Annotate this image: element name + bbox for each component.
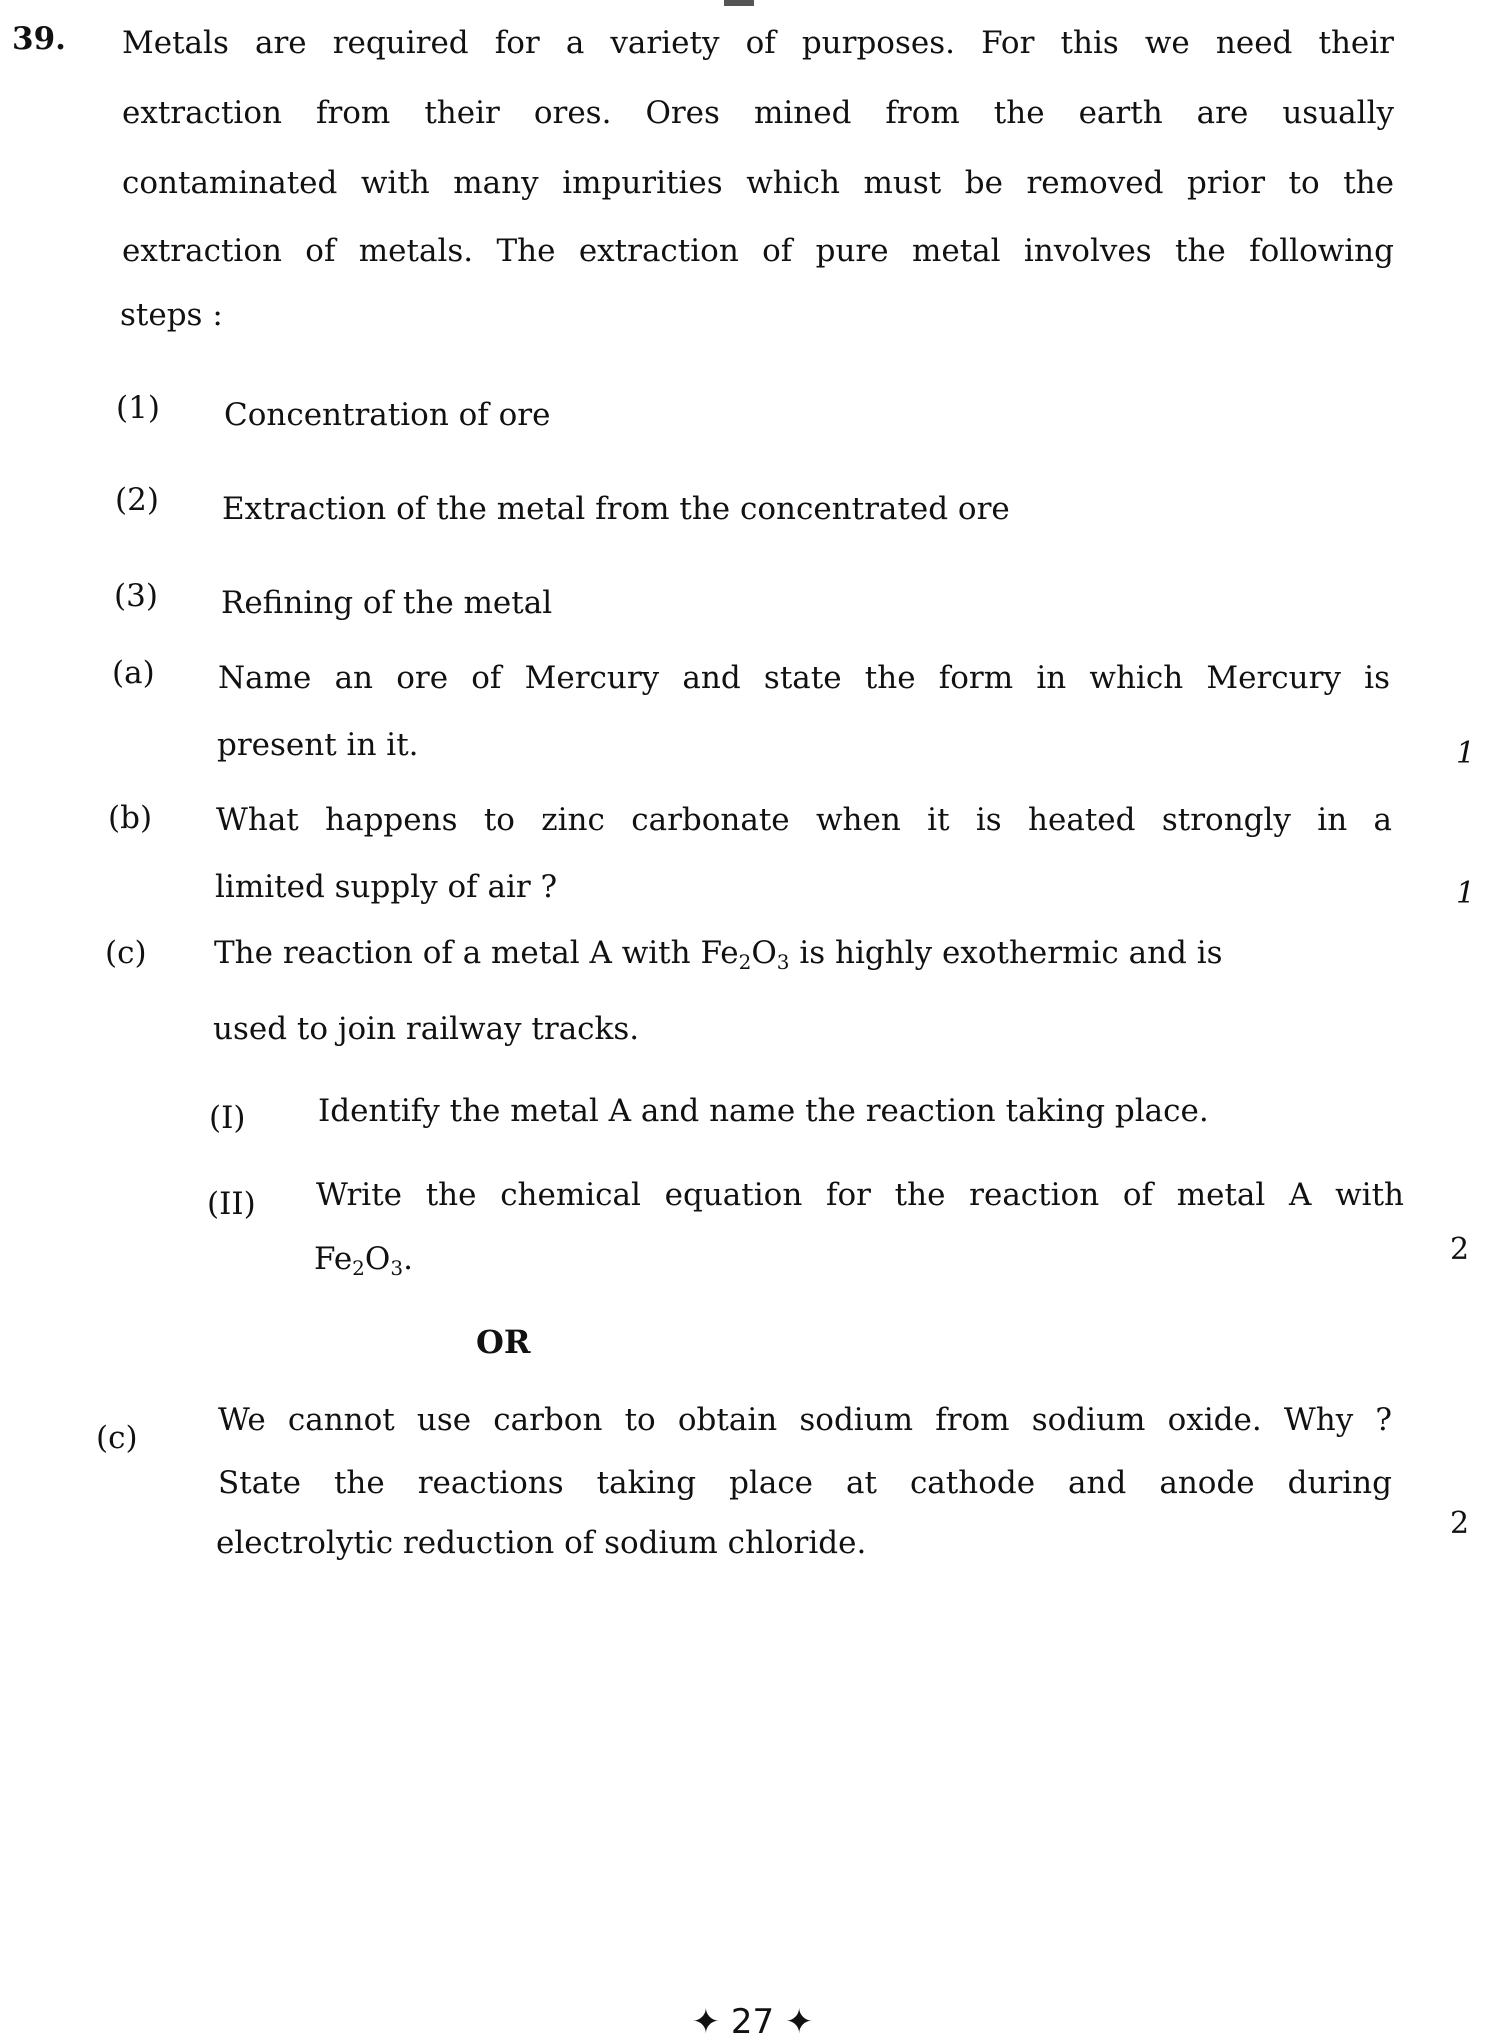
part-a-text: Name an ore of Mercury and state the form in which Mercury is bbox=[218, 660, 1390, 696]
part-a-label: (a) bbox=[112, 655, 155, 691]
sub-II-text: Write the chemical equation for the reaction of metal A with bbox=[316, 1177, 1404, 1213]
step-text: Extraction of the metal from the concentrated ore bbox=[222, 491, 1010, 527]
page-number: ✦ 27 ✦ bbox=[691, 2002, 814, 2042]
sub-I-label: (I) bbox=[209, 1100, 246, 1136]
marks: 1 bbox=[1456, 876, 1476, 911]
part-b-text: limited supply of air ? bbox=[215, 869, 558, 905]
question-number: 39. bbox=[12, 21, 66, 57]
marks: 2 bbox=[1450, 1506, 1470, 1541]
part-b-label: (b) bbox=[108, 800, 153, 836]
step-text: Concentration of ore bbox=[224, 397, 551, 433]
page-number-text: 27 bbox=[730, 2002, 775, 2042]
or-separator: OR bbox=[476, 1323, 531, 1361]
sub-II-label: (II) bbox=[207, 1186, 256, 1222]
sub-II-formula: $Fe_2O_3$. bbox=[314, 1241, 413, 1280]
step-label: (3) bbox=[114, 578, 158, 614]
step-text: Refining of the metal bbox=[221, 585, 553, 621]
intro-line: steps : bbox=[120, 297, 223, 333]
marks: 2 bbox=[1450, 1232, 1470, 1267]
intro-line: extraction from their ores. Ores mined from the earth are usually bbox=[122, 95, 1394, 131]
step-label: (2) bbox=[115, 482, 159, 518]
part-c-alt-text: We cannot use carbon to obtain sodium from sodium oxide. Why ? bbox=[218, 1402, 1392, 1438]
part-c-text: The reaction of a metal A with $Fe_2O_3$ is highly exothermic and is bbox=[214, 935, 1223, 974]
sub-I-text: Identify the metal A and name the reaction taking place. bbox=[318, 1093, 1209, 1129]
part-a-text: present in it. bbox=[217, 727, 419, 763]
intro-line: Metals are required for a variety of purposes. For this we need their bbox=[122, 25, 1394, 61]
part-c-text: used to join railway tracks. bbox=[213, 1011, 640, 1047]
part-c-label: (c) bbox=[105, 935, 147, 971]
intro-line: extraction of metals. The extraction of pure metal involves the following bbox=[122, 233, 1394, 269]
step-label: (1) bbox=[116, 390, 160, 426]
part-b-text: What happens to zinc carbonate when it is heated strongly in a bbox=[216, 802, 1392, 838]
part-c-alt-text: electrolytic reduction of sodium chloride. bbox=[216, 1525, 867, 1561]
intro-line: contaminated with many impurities which must be removed prior to the bbox=[122, 165, 1394, 201]
part-c-alt-label: (c) bbox=[96, 1420, 138, 1456]
header-mark bbox=[724, 0, 754, 6]
part-c-alt-text: State the reactions taking place at cathode and anode during bbox=[218, 1465, 1392, 1501]
marks: 1 bbox=[1456, 736, 1476, 771]
